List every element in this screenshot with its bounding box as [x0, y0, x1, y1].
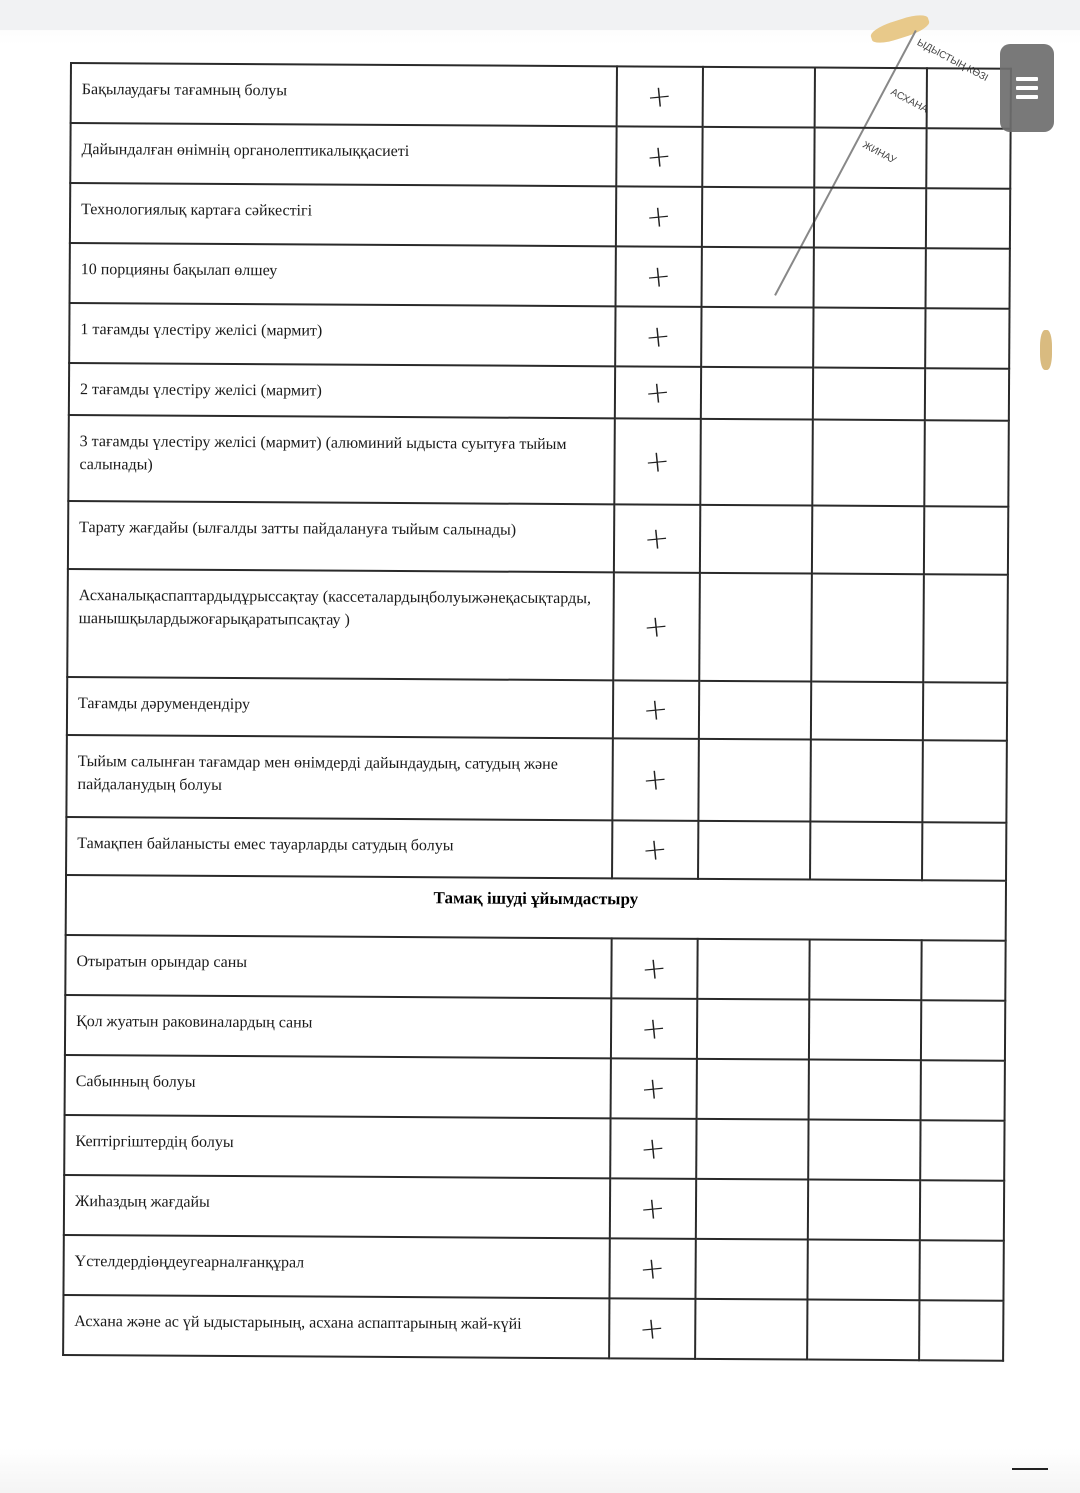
table-row	[70, 183, 1010, 249]
mark-cell	[613, 572, 700, 681]
empty-cell	[809, 1000, 921, 1061]
empty-cell	[702, 187, 814, 248]
empty-cell	[811, 574, 924, 683]
empty-cell	[926, 248, 1010, 309]
mark-cell	[615, 306, 701, 367]
mark-cell	[610, 1178, 696, 1239]
empty-cell	[921, 1000, 1005, 1061]
empty-cell	[700, 419, 813, 506]
empty-cell	[925, 368, 1009, 421]
empty-cell	[919, 1240, 1003, 1301]
plus-mark: +	[639, 1009, 669, 1048]
empty-cell	[808, 1120, 920, 1181]
table-row	[66, 817, 1006, 881]
empty-cell	[807, 1240, 919, 1301]
plus-mark: +	[644, 257, 673, 296]
criterion-label: Отыратын орындар саны	[65, 935, 611, 998]
section-title: Тамақ ішуді ұйымдастыру	[66, 875, 1006, 941]
empty-cell	[697, 999, 809, 1060]
plus-mark: +	[639, 1129, 668, 1168]
edge-text: ЖИНАУ	[860, 139, 898, 167]
plus-mark: +	[641, 690, 671, 729]
empty-cell	[695, 1299, 807, 1360]
plus-mark: +	[643, 442, 672, 481]
empty-cell	[920, 1120, 1004, 1181]
page-corner-line	[1012, 1468, 1048, 1470]
table-row	[66, 735, 1006, 823]
empty-cell	[922, 740, 1006, 823]
mark-cell	[610, 1118, 696, 1179]
mark-cell	[612, 738, 698, 821]
background-object	[1040, 330, 1052, 370]
empty-cell	[814, 248, 926, 309]
table-row	[70, 243, 1010, 309]
mark-cell	[616, 246, 702, 307]
empty-cell	[698, 821, 810, 880]
criterion-label: Үстелдердіөңдеугеарналғанқұрал	[63, 1235, 609, 1298]
empty-cell	[920, 1180, 1004, 1241]
table-row	[70, 123, 1010, 189]
empty-cell	[923, 682, 1007, 741]
table-row	[64, 1175, 1004, 1241]
plus-mark: +	[641, 760, 670, 799]
empty-cell	[697, 939, 809, 1000]
empty-cell	[699, 681, 811, 740]
empty-cell	[703, 67, 815, 128]
table-row	[67, 677, 1007, 741]
empty-cell	[808, 1180, 920, 1241]
plus-mark: +	[640, 830, 670, 869]
empty-cell	[812, 506, 924, 575]
table-row	[68, 415, 1009, 507]
empty-cell	[696, 1179, 808, 1240]
empty-cell	[923, 574, 1008, 683]
empty-cell	[815, 68, 927, 129]
empty-cell	[695, 1239, 807, 1300]
edge-text: АСХАНА	[888, 86, 930, 116]
empty-cell	[696, 1119, 808, 1180]
empty-cell	[699, 573, 812, 682]
table-row	[67, 569, 1008, 683]
empty-cell	[924, 506, 1008, 575]
empty-cell	[809, 1060, 921, 1121]
empty-cell	[812, 420, 925, 507]
empty-cell	[698, 739, 810, 822]
mark-cell	[616, 186, 702, 247]
plus-mark: +	[638, 1189, 668, 1228]
empty-cell	[810, 740, 922, 823]
table-row	[65, 995, 1005, 1061]
table-row	[63, 1235, 1003, 1301]
plus-mark: +	[642, 519, 672, 558]
empty-cell	[700, 505, 812, 574]
empty-cell	[807, 1300, 919, 1361]
mark-cell	[614, 504, 700, 573]
table-row	[63, 1295, 1003, 1361]
table-row	[64, 1115, 1004, 1181]
criterion-label: Бақылаудағы тағамның болуы	[71, 63, 617, 126]
mark-cell	[615, 366, 701, 419]
mark-cell	[611, 938, 697, 999]
empty-cell	[701, 307, 813, 368]
empty-cell	[702, 127, 814, 188]
criterion-label: 10 порцияны бақылап өлшеу	[70, 243, 616, 306]
plus-mark: +	[638, 1309, 667, 1348]
table-row	[65, 1055, 1005, 1121]
empty-cell	[814, 128, 926, 189]
table-row	[71, 63, 1011, 129]
plus-mark: +	[643, 373, 673, 412]
table-row	[69, 363, 1009, 421]
section-row	[66, 875, 1006, 941]
empty-cell	[810, 822, 922, 881]
mark-cell	[612, 820, 698, 879]
table-row	[65, 935, 1005, 1001]
criterion-label: Асхана және ас үй ыдыстарының, асхана аспаптарының жай-күйі	[63, 1295, 609, 1358]
hamburger-menu-icon[interactable]	[1000, 44, 1054, 132]
empty-cell	[919, 1300, 1003, 1361]
plus-mark: +	[645, 137, 674, 176]
empty-cell	[813, 368, 925, 421]
empty-cell	[814, 188, 926, 249]
plus-mark: +	[644, 197, 674, 236]
empty-cell	[809, 940, 921, 1001]
mark-cell	[614, 418, 701, 505]
empty-cell	[702, 247, 814, 308]
criterion-label: Технологиялық картаға сәйкестігі	[70, 183, 616, 246]
plus-mark: +	[638, 1249, 667, 1288]
criterion-label: Сабынның болуы	[65, 1055, 611, 1118]
criterion-label: 1 тағамды үлестіру желісі (мармит)	[69, 303, 615, 366]
empty-cell	[926, 188, 1010, 249]
criterion-label: Қол жуатын раковиналардың саны	[65, 995, 611, 1058]
criterion-label: Тағамды дәрумендендіру	[67, 677, 613, 738]
edge-text: ЫДЫСТЫҢ КӨЗІ	[915, 37, 990, 84]
criterion-label: Тамақпен байланысты емес тауарларды сатудың болуы	[66, 817, 612, 878]
empty-cell	[924, 420, 1009, 507]
empty-cell	[813, 308, 925, 369]
empty-cell	[811, 682, 923, 741]
criterion-label: Кептіргіштердің болуы	[64, 1115, 610, 1178]
mark-cell	[611, 998, 697, 1059]
checklist-table	[62, 62, 1012, 1362]
mark-cell	[609, 1238, 695, 1299]
empty-cell	[697, 1059, 809, 1120]
empty-cell	[926, 128, 1010, 189]
plus-mark: +	[644, 317, 673, 356]
checklist-sheet	[62, 62, 1010, 1362]
criterion-label: 3 тағамды үлестіру желісі (мармит) (алюминий ыдыста суытуға тыйым салынады)	[68, 415, 615, 504]
mark-cell	[609, 1298, 695, 1359]
empty-cell	[921, 940, 1005, 1001]
empty-cell	[927, 68, 1011, 129]
plus-mark: +	[639, 1069, 668, 1108]
criterion-label: Дайындалған өнімнің органолептикалыққасиеті	[70, 123, 616, 186]
mark-cell	[611, 1058, 697, 1119]
empty-cell	[921, 1060, 1005, 1121]
criterion-label: 2 тағамды үлестіру желісі (мармит)	[69, 363, 615, 418]
criterion-label: Асханалықаспаптардыдұрыссақтау (кассеталардыңболуыжәнеқасықтарды, шанышқылардыжоғарықаратыпсақтау )	[67, 569, 614, 680]
mark-cell	[616, 126, 702, 187]
criterion-label: Тарату жағдайы (ылғалды затты пайдалануға тыйым салынады)	[68, 501, 614, 572]
plus-mark: +	[642, 607, 671, 646]
empty-cell	[922, 822, 1006, 881]
criterion-label: Жиһаздың жағдайы	[64, 1175, 610, 1238]
mark-cell	[613, 680, 699, 739]
empty-cell	[701, 367, 813, 420]
empty-cell	[925, 308, 1009, 369]
mark-cell	[617, 66, 703, 127]
table-row	[68, 501, 1008, 575]
table-row	[69, 303, 1009, 369]
plus-mark: +	[645, 77, 675, 116]
plus-mark: +	[640, 949, 669, 988]
criterion-label: Тыйым салынған тағамдар мен өнімдерді дайындаудың, сатудың және пайдаланудың болуы	[66, 735, 612, 820]
